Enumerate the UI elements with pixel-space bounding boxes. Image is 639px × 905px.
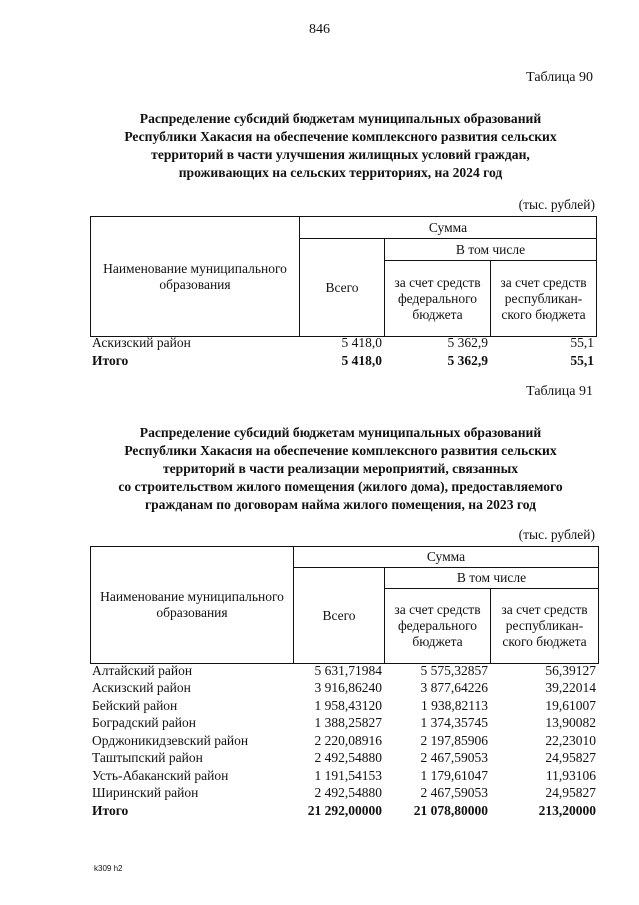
- row-name: Орджоникидзевский район: [92, 732, 249, 748]
- table-row: [90, 785, 598, 803]
- table-91-label: Таблица 91: [526, 384, 593, 399]
- table-row: [90, 767, 598, 785]
- table-90-body: [90, 334, 596, 370]
- row-total: 2 220,08916: [314, 732, 382, 748]
- table-90-label: Таблица 90: [526, 70, 593, 85]
- row-name: Бейский район: [92, 697, 178, 713]
- row-federal: 3 877,64226: [420, 680, 488, 696]
- row-republic: 24,95827: [545, 750, 596, 766]
- row-federal: 2 467,59053: [420, 785, 488, 801]
- header-name: Наименование муниципального образования: [91, 547, 294, 664]
- table-row: [90, 680, 598, 698]
- row-total: 1 191,54153: [314, 767, 382, 783]
- header-republic: за счет средств республикан-ского бюджета: [491, 589, 599, 664]
- header-sum: Сумма: [300, 217, 597, 239]
- title-line: территорий в части реализации мероприятий, связанных: [162, 461, 519, 476]
- table-row: [90, 697, 598, 715]
- row-total: 2 492,54880: [314, 750, 382, 766]
- row-republic: 19,61007: [545, 697, 596, 713]
- row-federal: 2 467,59053: [420, 750, 488, 766]
- header-name: Наименование муниципального образования: [91, 217, 300, 337]
- table-row: [90, 732, 598, 750]
- header-total: Всего: [294, 568, 385, 664]
- totals-republic: 213,20000: [538, 802, 596, 818]
- row-federal: 1 374,35745: [420, 715, 488, 731]
- header-including: В том числе: [385, 239, 597, 261]
- title-line: гражданам по договорам найма жилого помещения, на 2023 год: [144, 497, 537, 512]
- row-name: Алтайский район: [92, 662, 193, 678]
- table-91-title: [88, 424, 593, 514]
- table-90-header: [90, 216, 597, 337]
- row-name: Ширинский район: [92, 785, 199, 801]
- table-row: [90, 334, 596, 352]
- title-line: Республики Хакасия на обеспечение комплексного развития сельских: [124, 129, 557, 144]
- row-federal: 1 179,61047: [420, 767, 488, 783]
- row-federal: 2 197,85906: [420, 732, 488, 748]
- totals-total: 5 418,0: [341, 353, 382, 368]
- header-federal: за счет средств федерального бюджета: [385, 261, 491, 337]
- header-including: В том числе: [385, 568, 599, 589]
- footer-code: k309 h2: [94, 864, 123, 873]
- header-republic: за счет средств республикан-ского бюджета: [491, 261, 597, 337]
- row-name: Аскизский район: [92, 335, 191, 350]
- row-republic: 11,93106: [545, 767, 596, 783]
- title-line: территорий в части улучшения жилищных условий граждан,: [151, 147, 530, 162]
- row-federal: 5 362,9: [447, 335, 488, 350]
- header-federal: за счет средств федерального бюджета: [385, 589, 491, 664]
- row-republic: 13,90082: [545, 715, 596, 731]
- row-federal: 5 575,32857: [420, 662, 488, 678]
- row-republic: 24,95827: [545, 785, 596, 801]
- row-name: Боградский район: [92, 715, 196, 731]
- row-total: 1 958,43120: [314, 697, 382, 713]
- totals-total: 21 292,00000: [307, 802, 382, 818]
- table-90-units: (тыс. рублей): [518, 197, 595, 212]
- table-90-title: [88, 110, 593, 182]
- table-91-body: [90, 662, 598, 820]
- row-republic: 39,22014: [545, 680, 596, 696]
- totals-row: [90, 802, 598, 820]
- totals-federal: 5 362,9: [447, 353, 488, 368]
- totals-row: [90, 352, 596, 370]
- totals-federal: 21 078,80000: [413, 802, 488, 818]
- totals-name: Итого: [92, 353, 129, 368]
- title-line: Распределение субсидий бюджетам муниципальных образований: [139, 425, 542, 440]
- header-total: Всего: [300, 239, 385, 337]
- title-line: проживающих на сельских территориях, на 2024 год: [178, 165, 503, 180]
- row-name: Аскизский район: [92, 680, 191, 696]
- totals-name: Итого: [92, 802, 129, 818]
- totals-republic: 55,1: [570, 353, 594, 368]
- page-number: 846: [309, 22, 330, 37]
- row-total: 3 916,86240: [314, 680, 382, 696]
- row-republic: 56,39127: [545, 662, 596, 678]
- row-federal: 1 938,82113: [421, 697, 488, 713]
- table-row: [90, 750, 598, 768]
- title-line: Республики Хакасия на обеспечение комплексного развития сельских: [124, 443, 557, 458]
- row-total: 2 492,54880: [314, 785, 382, 801]
- row-total: 5 418,0: [341, 335, 382, 350]
- row-name: Таштыпский район: [92, 750, 203, 766]
- table-91-units: (тыс. рублей): [518, 527, 595, 542]
- row-republic: 22,23010: [545, 732, 596, 748]
- row-total: 5 631,71984: [314, 662, 382, 678]
- table-row: [90, 662, 598, 680]
- table-row: [90, 715, 598, 733]
- row-republic: 55,1: [570, 335, 594, 350]
- table-91-header: [90, 546, 599, 664]
- header-sum: Сумма: [294, 547, 599, 568]
- row-total: 1 388,25827: [314, 715, 382, 731]
- title-line: со строительством жилого помещения (жилого дома), предоставляемого: [118, 479, 563, 494]
- title-line: Распределение субсидий бюджетам муниципальных образований: [139, 111, 542, 126]
- row-name: Усть-Абаканский район: [92, 767, 229, 783]
